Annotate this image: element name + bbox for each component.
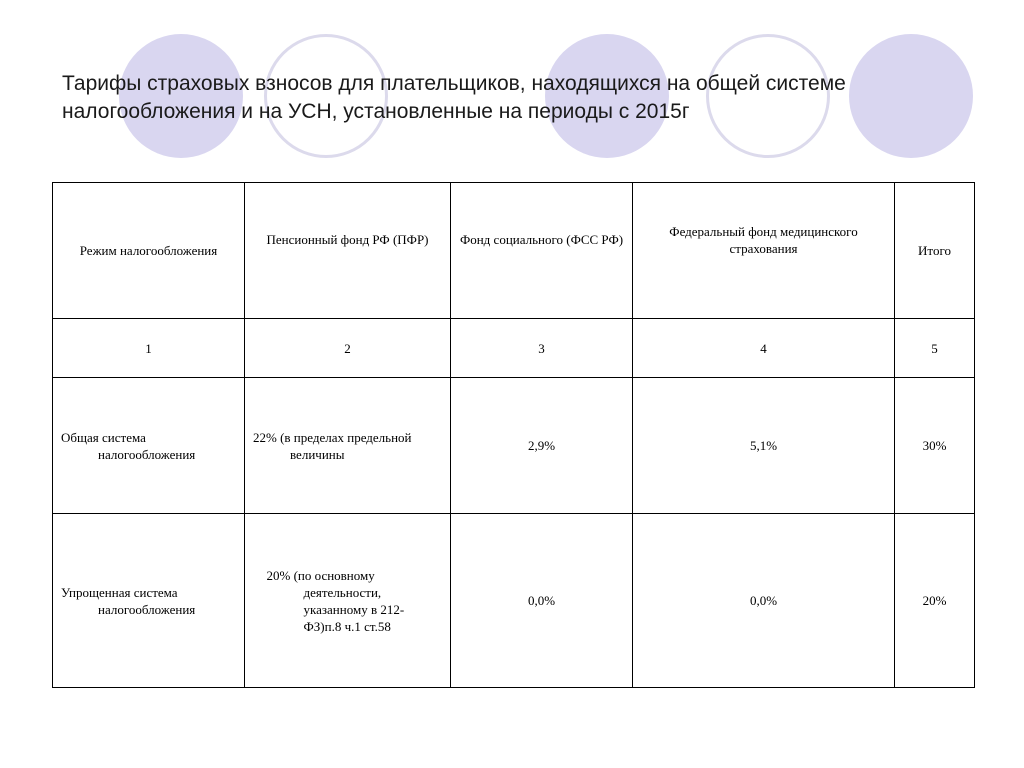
column-number: 4 [633, 319, 895, 378]
column-number: 5 [895, 319, 975, 378]
column-number: 3 [451, 319, 633, 378]
header-ffoms: Федеральный фонд медицинского страхования [669, 223, 858, 256]
pfr-cell [245, 514, 451, 688]
header-total: Итого [918, 243, 951, 258]
table-row [53, 378, 975, 514]
pfr-value: 22% (в пределах предельной величины [253, 429, 412, 462]
header-cell [53, 183, 245, 319]
ffoms-value: 0,0% [633, 514, 895, 688]
header-cell [895, 183, 975, 319]
header-fss: Фонд социального (ФСС РФ) [459, 232, 624, 247]
header-pfr: Пенсионный фонд РФ (ПФР) [266, 232, 429, 247]
fss-value: 0,0% [451, 514, 633, 688]
header-cell [633, 183, 895, 319]
table-header-row [53, 183, 975, 319]
column-number: 2 [245, 319, 451, 378]
total-value: 20% [895, 514, 975, 688]
header-cell [451, 183, 633, 319]
pfr-cell [245, 378, 451, 514]
header-cell [245, 183, 451, 319]
tariff-table [52, 182, 975, 688]
column-number-row [53, 319, 975, 378]
table-row [53, 514, 975, 688]
regime-label: Упрощенная система налогообложения [61, 584, 196, 617]
regime-cell [53, 378, 245, 514]
slide-title: Тарифы страховых взносов для плательщиков, находящихся на общей системе налогообложения и на УСН, установленные на периоды с 2015г [62, 72, 846, 123]
regime-label: Общая система налогообложения [61, 429, 196, 462]
regime-cell [53, 514, 245, 688]
fss-value: 2,9% [451, 378, 633, 514]
pfr-value: 20% (по основному деятельности, указанному в 212-ФЗ)п.8 ч.1 ст.58 [266, 567, 405, 634]
column-number: 1 [53, 319, 245, 378]
header-regime: Режим налогообложения [79, 243, 218, 258]
total-value: 30% [895, 378, 975, 514]
ffoms-value: 5,1% [633, 378, 895, 514]
